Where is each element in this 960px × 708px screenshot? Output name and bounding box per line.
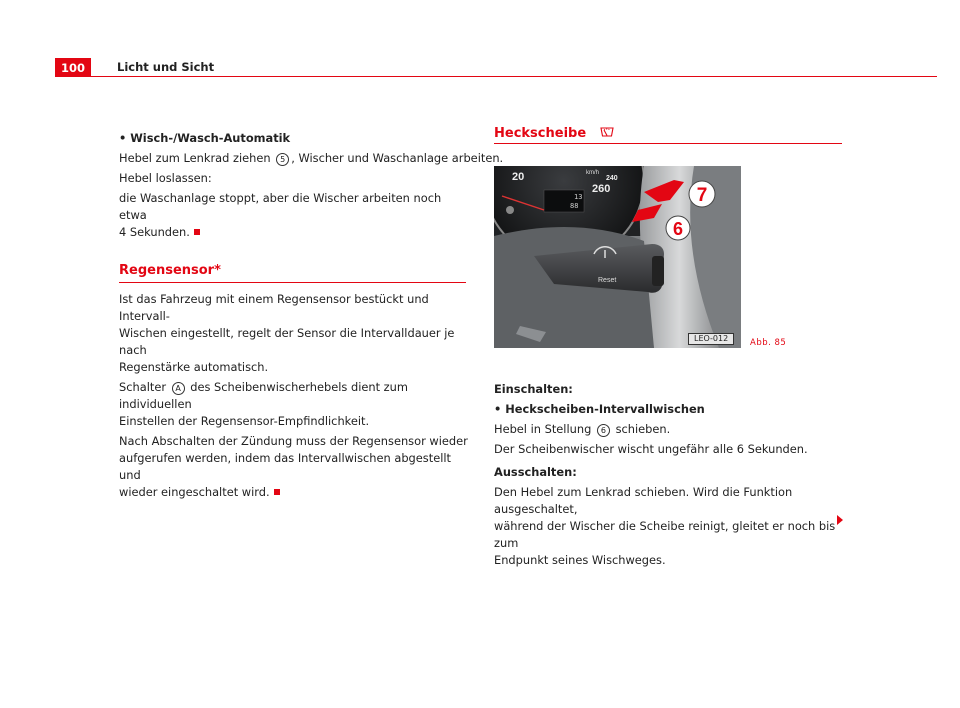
speed-label-kmh: km/h bbox=[586, 170, 600, 176]
regen-p1-line3: Regenstärke automatisch. bbox=[119, 360, 269, 374]
lever-end-switch bbox=[652, 256, 664, 286]
ein-p1-text: Hebel in Stellung bbox=[494, 422, 592, 436]
end-of-section-marker bbox=[194, 229, 200, 235]
regen-p2-text-after: des Scheibenwischerhebels dient zum individuellen bbox=[119, 380, 408, 411]
intervall-heading: • Heckscheiben-Intervallwischen bbox=[494, 402, 705, 416]
regen-paragraph-2 bbox=[119, 379, 469, 430]
header-rule bbox=[91, 76, 937, 77]
ausschalten-heading: Ausschalten: bbox=[494, 465, 577, 479]
display-value-88: 88 bbox=[570, 202, 579, 210]
ein-p1-text-after: schieben. bbox=[615, 422, 671, 436]
heckscheibe-heading bbox=[494, 126, 615, 141]
end-of-section-marker bbox=[274, 489, 280, 495]
rear-wiper-icon bbox=[599, 126, 615, 138]
display-value-13: 13 bbox=[574, 193, 583, 201]
wisch-p3-line2: 4 Sekunden. bbox=[119, 225, 190, 239]
instrument-knob bbox=[506, 206, 514, 214]
page-number: 100 bbox=[55, 58, 91, 77]
regensensor-rule bbox=[119, 282, 466, 283]
einschalten-heading: Einschalten: bbox=[494, 382, 573, 396]
wisch-paragraph-2: Hebel loslassen: bbox=[119, 171, 212, 185]
regen-paragraph-1 bbox=[119, 291, 469, 376]
aus-p1-line1: Den Hebel zum Lenkrad schieben. Wird die Funktion ausgeschaltet, bbox=[494, 485, 793, 516]
heckscheibe-rule bbox=[494, 143, 842, 144]
figure-wiper-lever bbox=[494, 166, 741, 348]
regen-p2-line2: Einstellen der Regensensor-Empfindlichkeit. bbox=[119, 414, 370, 428]
svg-text:7: 7 bbox=[696, 185, 708, 206]
einschalten-paragraph-2: Der Scheibenwischer wischt ungefähr alle 6 Sekunden. bbox=[494, 442, 808, 456]
regensensor-heading: Regensensor* bbox=[119, 263, 221, 278]
regen-p3-line3: wieder eingeschaltet wird. bbox=[119, 485, 270, 499]
wisch-p1-text: Hebel zum Lenkrad ziehen bbox=[119, 151, 271, 165]
regen-p2-text: Schalter bbox=[119, 380, 167, 394]
heckscheibe-title: Heckscheibe bbox=[494, 126, 587, 141]
regen-p1-line2: Wischen eingestellt, regelt der Sensor die Intervalldauer je nach bbox=[119, 326, 455, 357]
chapter-title: Licht und Sicht bbox=[117, 60, 215, 74]
aus-p1-line2: während der Wischer die Scheibe reinigt, gleitet er noch bis zum bbox=[494, 519, 836, 550]
wisch-p3-line1: die Waschanlage stoppt, aber die Wischer arbeiten noch etwa bbox=[119, 191, 442, 222]
svg-text:6: 6 bbox=[672, 219, 684, 239]
figure-caption: Abb. 85 bbox=[750, 338, 787, 348]
regen-paragraph-3 bbox=[119, 433, 469, 501]
regen-p3-line2: aufgerufen werden, indem das Intervallwischen abgestellt und bbox=[119, 451, 452, 482]
einschalten-paragraph-1 bbox=[494, 421, 844, 438]
continue-arrow-icon bbox=[837, 515, 843, 525]
speed-label-20: 20 bbox=[512, 171, 525, 183]
reference-6-badge: 6 bbox=[597, 424, 610, 437]
callout-7-badge bbox=[689, 181, 715, 207]
reference-a-badge: A bbox=[172, 382, 185, 395]
wisch-paragraph-3 bbox=[119, 190, 469, 241]
aus-p1-line3: Endpunkt seines Wischweges. bbox=[494, 553, 666, 567]
left-column bbox=[119, 130, 504, 501]
regen-p3-line1: Nach Abschalten der Zündung muss der Regensensor wieder bbox=[119, 434, 468, 448]
wisch-automatik-heading: • Wisch-/Wasch-Automatik bbox=[119, 131, 291, 145]
speed-label-240: 240 bbox=[606, 175, 618, 182]
figure-code-label: LEO-012 bbox=[688, 333, 734, 345]
right-column-text bbox=[494, 381, 844, 569]
reset-label: Reset bbox=[598, 277, 617, 284]
reference-5-badge: 5 bbox=[276, 153, 289, 166]
speed-label-260: 260 bbox=[592, 183, 611, 195]
lever-illustration bbox=[494, 166, 741, 348]
wisch-paragraph-1 bbox=[119, 150, 504, 167]
callout-6-badge bbox=[666, 216, 690, 240]
ausschalten-paragraph bbox=[494, 484, 844, 569]
regen-p1-line1: Ist das Fahrzeug mit einem Regensensor bestückt und Intervall- bbox=[119, 292, 429, 323]
wisch-p1-text-after: , Wischer und Waschanlage arbeiten. bbox=[291, 151, 504, 165]
